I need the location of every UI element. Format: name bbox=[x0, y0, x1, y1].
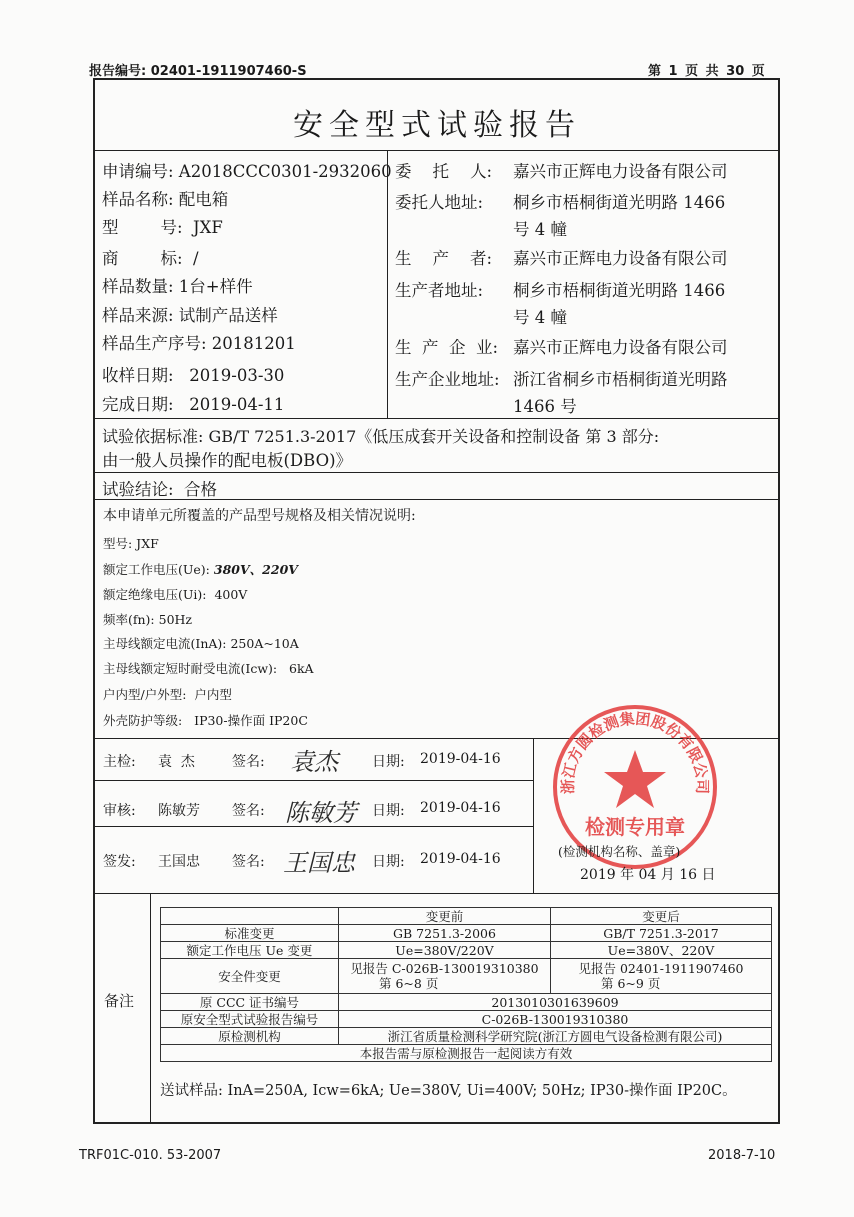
producer-address-value: 桐乡市梧桐街道光明路 1466 bbox=[513, 281, 726, 300]
factory-address-value: 浙江省桐乡市梧桐街道光明路 bbox=[513, 370, 728, 389]
stamp-caption: (检测机构名称、盖章) bbox=[558, 844, 681, 859]
divider bbox=[93, 780, 533, 781]
client-address-value: 桐乡市梧桐街道光明路 1466 bbox=[513, 193, 726, 212]
stamp-date: 2019 年 04 月 16 日 bbox=[580, 867, 716, 883]
table-row: 额定工作电压 Ue 变更 Ue=380V/220V Ue=380V、220V bbox=[161, 942, 772, 959]
producer-address-value-2: 号 4 幢 bbox=[513, 308, 567, 327]
client-address-value-2: 号 4 幢 bbox=[513, 220, 567, 239]
spec-ip-rating: 外壳防护等级: IP30-操作面 IP20C bbox=[103, 713, 308, 728]
factory-address-label: 生产企业地址: bbox=[395, 370, 500, 389]
issuer-role: 签发: bbox=[103, 854, 136, 870]
table-row: 标准变更 GB 7251.3-2006 GB/T 7251.3-2017 bbox=[161, 925, 772, 942]
sample-name: 样品名称: 配电箱 bbox=[102, 190, 229, 209]
seal-org: 浙江方圆检测集团股份有限公司 bbox=[558, 709, 712, 795]
spec-rated-voltage-value: 380V、220V bbox=[213, 562, 298, 577]
test-standard: 试验依据标准: GB/T 7251.3-2017《低压成套开关设备和控制设备 第 3 部分: bbox=[102, 427, 660, 446]
issuer-name: 王国忠 bbox=[158, 854, 200, 870]
table-row: 本报告需与原检测报告一起阅读方有效 bbox=[161, 1045, 772, 1062]
client-address-label: 委托人地址: bbox=[395, 193, 484, 212]
test-conclusion: 试验结论: 合格 bbox=[102, 480, 218, 499]
factory-label: 生 产 企 业: bbox=[395, 338, 499, 357]
model: 型 号: JXF bbox=[102, 218, 223, 237]
inspector-date: 2019-04-16 bbox=[420, 751, 501, 767]
table-row: 安全件变更 见报告 C-026B-130019310380 第 6~8 页 见报告 02401-1911907460 第 6~9 页 bbox=[161, 959, 772, 994]
divider bbox=[93, 150, 780, 151]
completed-date: 完成日期: 2019-04-11 bbox=[102, 395, 285, 414]
specs-intro: 本申请单元所覆盖的产品型号规格及相关情况说明: bbox=[103, 508, 416, 524]
col-before-header: 变更前 bbox=[339, 908, 551, 925]
notes-label: 备注 bbox=[104, 992, 135, 1010]
change-table bbox=[160, 907, 772, 1062]
col-after-header: 变更后 bbox=[551, 908, 772, 925]
column-divider bbox=[387, 150, 388, 418]
sample-quantity: 样品数量: 1台+样件 bbox=[102, 277, 253, 296]
client-value: 嘉兴市正辉电力设备有限公司 bbox=[513, 162, 728, 181]
column-divider bbox=[533, 738, 534, 893]
producer-label: 生 产 者: bbox=[395, 249, 493, 268]
issuer-date-label: 日期: bbox=[372, 854, 405, 870]
sample-serial: 样品生产序号: 20181201 bbox=[102, 334, 296, 353]
page-title: 安全型式试验报告 bbox=[293, 108, 581, 143]
page-info: 第 1 页 共 30 页 bbox=[648, 64, 765, 79]
reviewer-signature: 陈敏芳 bbox=[285, 799, 357, 827]
spec-busbar-current: 主母线额定电流(InA): 250A~10A bbox=[103, 636, 299, 651]
reviewer-date-label: 日期: bbox=[372, 803, 405, 819]
table-row: 原 CCC 证书编号 2013010301639609 bbox=[161, 994, 772, 1011]
spec-rated-voltage bbox=[103, 560, 298, 578]
reviewer-date: 2019-04-16 bbox=[420, 800, 501, 816]
column-divider bbox=[150, 893, 151, 1124]
divider bbox=[93, 499, 780, 500]
reviewer-name: 陈敏芳 bbox=[158, 803, 200, 819]
inspector-signature: 袁杰 bbox=[290, 748, 338, 776]
received-date: 收样日期: 2019-03-30 bbox=[102, 366, 285, 385]
table-row: 原检测机构 浙江省质量检测科学研究院(浙江方圆电气设备检测有限公司) bbox=[161, 1028, 772, 1045]
sample-source: 样品来源: 试制产品送样 bbox=[102, 306, 278, 325]
application-no: 申请编号: A2018CCC0301-2932060 bbox=[102, 162, 392, 181]
seal-label: 检测专用章 bbox=[585, 815, 685, 839]
reviewer-role: 审核: bbox=[103, 803, 136, 819]
table-row: 原安全型式试验报告编号 C-026B-130019310380 bbox=[161, 1011, 772, 1028]
form-date: 2018-7-10 bbox=[708, 1148, 776, 1163]
test-standard-line2: 由一般人员操作的配电板(DBO)》 bbox=[102, 451, 353, 470]
issuer-date: 2019-04-16 bbox=[420, 851, 501, 867]
producer-value: 嘉兴市正辉电力设备有限公司 bbox=[513, 249, 728, 268]
sample-description: 送试样品: InA=250A, Icw=6kA; Ue=380V, Ui=400V; 50Hz; IP30-操作面 IP20C。 bbox=[160, 1083, 737, 1099]
table-row bbox=[161, 908, 772, 925]
spec-frequency: 频率(fn): 50Hz bbox=[103, 612, 193, 627]
inspector-name: 袁 杰 bbox=[158, 754, 195, 770]
factory-value: 嘉兴市正辉电力设备有限公司 bbox=[513, 338, 728, 357]
trademark: 商 标: / bbox=[102, 249, 199, 268]
reviewer-sign-label: 签名: bbox=[232, 803, 265, 819]
star-icon bbox=[604, 750, 666, 808]
inspector-date-label: 日期: bbox=[372, 754, 405, 770]
report-number: 报告编号: 02401-1911907460-S bbox=[89, 64, 307, 79]
issuer-sign-label: 签名: bbox=[232, 854, 265, 870]
producer-address-label: 生产者地址: bbox=[395, 281, 484, 300]
divider bbox=[93, 893, 780, 894]
divider bbox=[93, 418, 780, 419]
divider bbox=[93, 472, 780, 473]
spec-model: 型号: JXF bbox=[103, 536, 159, 551]
spec-withstand-current: 主母线额定短时耐受电流(Icw): 6kA bbox=[103, 661, 314, 676]
spec-indoor-outdoor: 户内型/户外型: 户内型 bbox=[103, 687, 232, 702]
form-number: TRF01C-010. 53-2007 bbox=[79, 1148, 222, 1163]
spec-rated-voltage-label: 额定工作电压(Ue): bbox=[103, 562, 210, 577]
factory-address-value-2: 1466 号 bbox=[513, 397, 577, 416]
client-label: 委 托 人: bbox=[395, 162, 493, 181]
inspector-role: 主检: bbox=[103, 754, 136, 770]
issuer-signature: 王国忠 bbox=[283, 849, 355, 877]
inspector-sign-label: 签名: bbox=[232, 754, 265, 770]
spec-insulation-voltage: 额定绝缘电压(Ui): 400V bbox=[103, 587, 248, 602]
